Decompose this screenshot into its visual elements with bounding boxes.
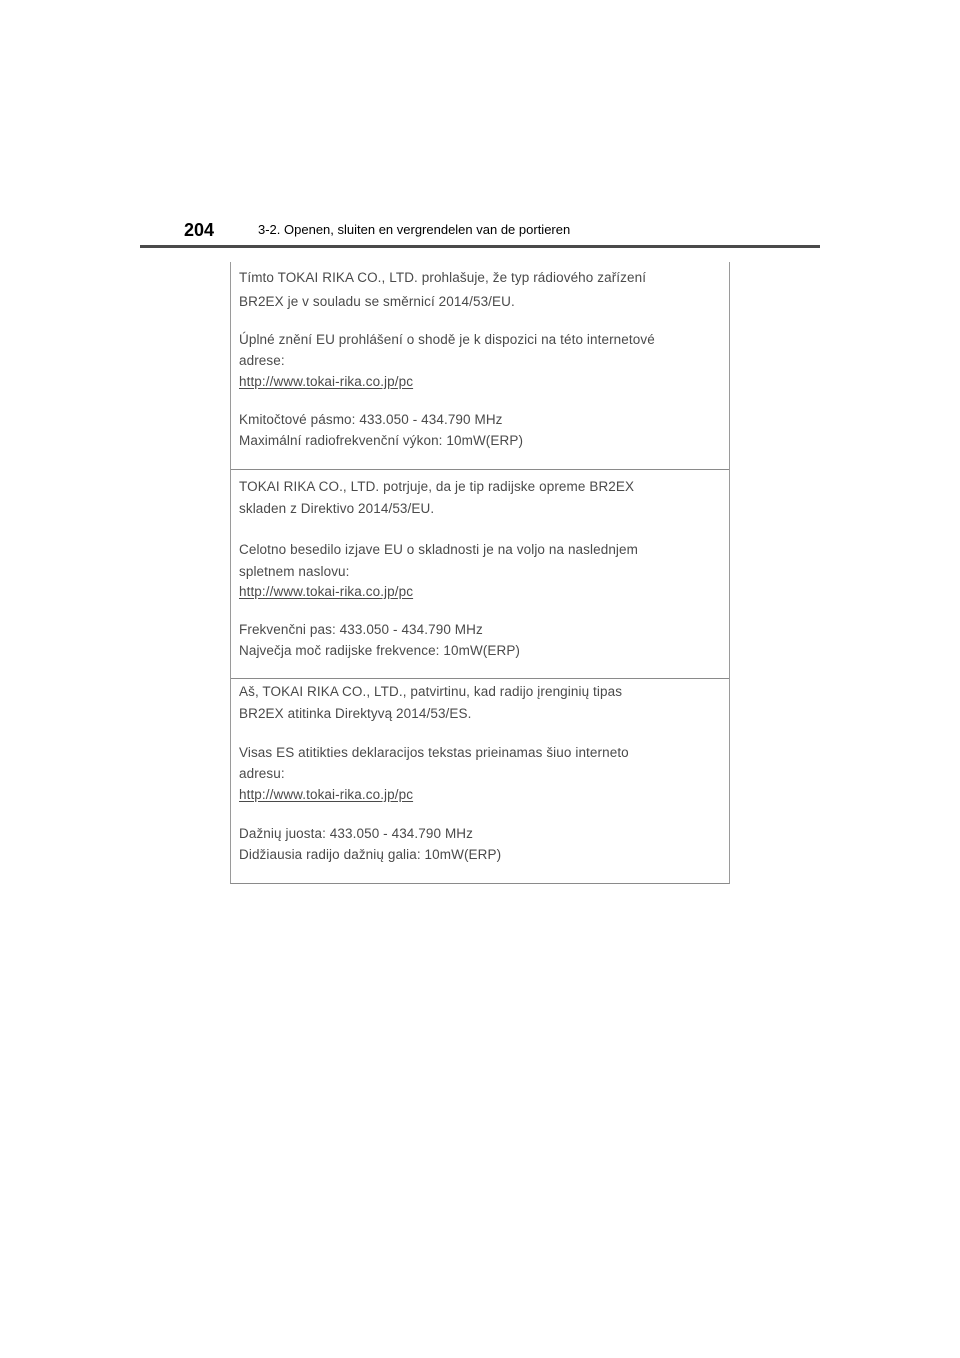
fulltext-line-2: adresu:: [239, 766, 285, 781]
section-title: 3-2. Openen, sluiten en vergrendelen van de portieren: [258, 222, 571, 237]
page-header: [140, 218, 820, 248]
fulltext-line-1: Visas ES atitikties deklaracijos tekstas prieinamas šiuo interneto: [239, 745, 629, 760]
declaration-of-conformity-box: [230, 262, 730, 884]
max-power: Didžiausia radijo dažnių galia: 10mW(ERP): [239, 847, 502, 862]
page-number: 204: [184, 220, 215, 240]
fulltext-line-1: Celotno besedilo izjave EU o skladnosti je na voljo na naslednjem: [239, 542, 638, 557]
max-power: Maximální radiofrekvenční výkon: 10mW(ERP): [239, 433, 524, 448]
declaration-czech: [231, 262, 729, 469]
statement-line-2: skladen z Direktivo 2014/53/EU.: [239, 501, 435, 516]
statement-line-1: Tímto TOKAI RIKA CO., LTD. prohlašuje, že typ rádiového zařízení: [239, 270, 647, 285]
statement-line-2: BR2EX je v souladu se směrnicí 2014/53/EU.: [239, 294, 515, 309]
fulltext-line-1: Úplné znění EU prohlášení o shodě je k dispozici na této internetové: [239, 332, 655, 347]
declaration-slovenian: [231, 469, 729, 678]
frequency-band: Kmitočtové pásmo: 433.050 - 434.790 MHz: [239, 412, 503, 427]
statement-line-2: BR2EX atitinka Direktyvą 2014/53/ES.: [239, 706, 472, 721]
declaration-url-link[interactable]: http://www.tokai-rika.co.jp/pc: [239, 787, 414, 802]
declaration-lithuanian: [231, 678, 729, 884]
statement-line-1: Aš, TOKAI RIKA CO., LTD., patvirtinu, kad radijo įrenginių tipas: [239, 684, 623, 699]
fulltext-line-2: adrese:: [239, 353, 285, 368]
declaration-url-link[interactable]: http://www.tokai-rika.co.jp/pc: [239, 374, 414, 389]
frequency-band: Dažnių juosta: 433.050 - 434.790 MHz: [239, 826, 473, 841]
max-power: Največja moč radijske frekvence: 10mW(ERP): [239, 643, 521, 658]
declaration-url-link[interactable]: http://www.tokai-rika.co.jp/pc: [239, 584, 414, 599]
frequency-band: Frekvenčni pas: 433.050 - 434.790 MHz: [239, 622, 483, 637]
statement-line-1: TOKAI RIKA CO., LTD. potrjuje, da je tip radijske opreme BR2EX: [239, 479, 635, 494]
fulltext-line-2: spletnem naslovu:: [239, 564, 350, 579]
header-rule: [140, 245, 820, 248]
